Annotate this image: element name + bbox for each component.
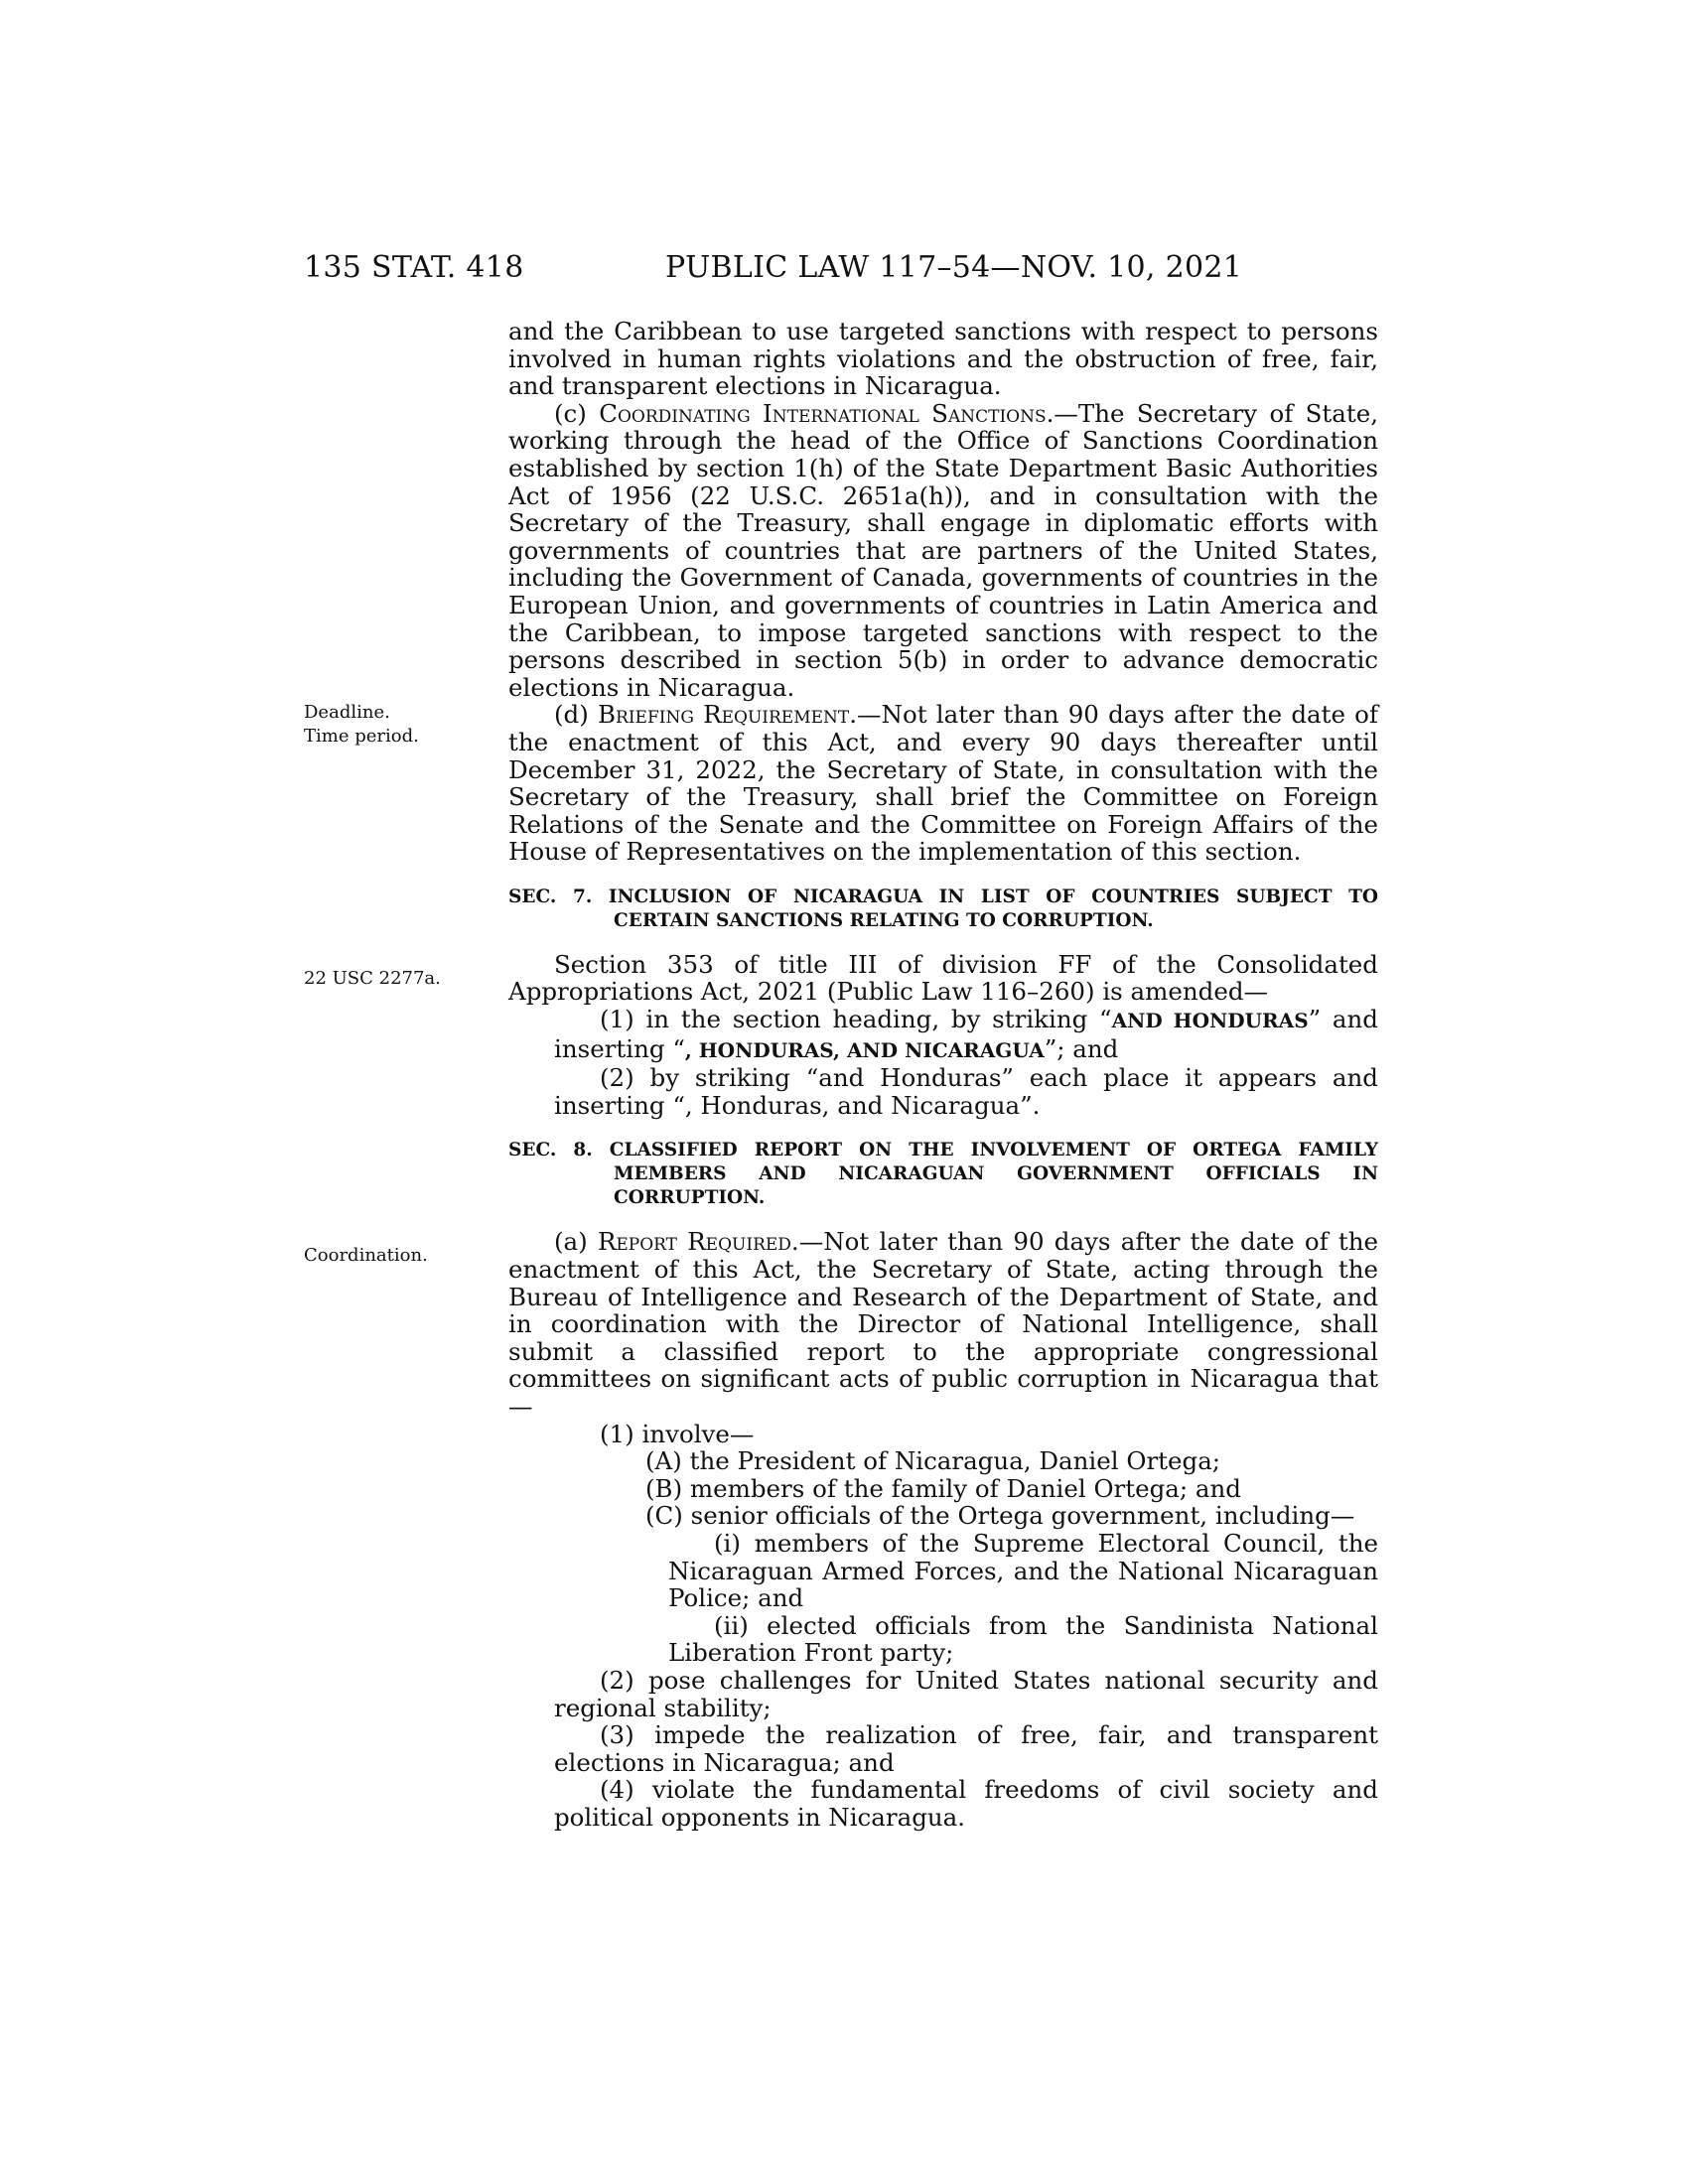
- page-stat-number: 135 STAT. 418: [304, 250, 524, 285]
- margin-note-usc: 22 USC 2277a.: [304, 968, 441, 989]
- clause-i: (i) members of the Supreme Electoral Council, the Nicaraguan Armed Forces, and the National Nicaraguan Police; and: [668, 1528, 1378, 1613]
- struck-heading-text: AND HONDURAS: [1111, 1009, 1309, 1033]
- subsection-d-label: (d): [554, 700, 599, 730]
- subsection-a-heading: Report Required: [597, 1227, 791, 1257]
- subsection-c: [508, 400, 1378, 702]
- carryover-paragraph: and the Caribbean to use targeted sanctions with respect to persons involved in human rights violations and the obstruction of free, fair, and transparent elections in Nicaragua.: [508, 317, 1378, 401]
- subsection-c-text: .—The Secretary of State, working through the head of the Office of Sanctions Coordination established by section 1(h) of the State Department Basic Authorities Act of 1956 (22 U.S.C. 2651a(h)), and in consultation with the Secretary of the Treasury, shall engage in diplomatic efforts with governments of countries that are partners of the United States, including the Government of Canada, governments of countries in the European Union, and governments of countries in Latin America and the Caribbean, to impose targeted sanctions with respect to the persons described in section 5(b) in order to advance democratic elections in Nicaragua.: [508, 398, 1378, 702]
- inserted-heading-text: , HONDURAS, AND NICARAGUA: [684, 1037, 1045, 1062]
- section-7-intro: Section 353 of title III of division FF of the Consolidated Appropriations Act, 2021 (Public Law 116–260) is amended—: [508, 949, 1378, 1007]
- running-header: PUBLIC LAW 117–54—NOV. 10, 2021: [665, 250, 1243, 285]
- page-body: [508, 318, 1378, 1832]
- subsection-a: [508, 1228, 1378, 1420]
- section-8-heading: SEC. 8. CLASSIFIED REPORT ON THE INVOLVEMENT OF ORTEGA FAMILY MEMBERS AND NICARAGUAN GOVERNMENT OFFICIALS IN CORRUPTION.: [508, 1140, 1378, 1209]
- section-7-item-1: [554, 1006, 1378, 1064]
- subsection-d: [508, 701, 1378, 866]
- item-text: ”; and: [1044, 1033, 1119, 1063]
- paragraph-1: (1) involve—: [600, 1419, 755, 1448]
- subsection-c-label: (c): [554, 398, 600, 428]
- margin-note-time-period: Time period.: [304, 726, 419, 747]
- paragraph-4: (4) violate the fundamental freedoms of civil society and political opponents in Nicaragua.: [554, 1775, 1378, 1832]
- section-7-heading: SEC. 7. INCLUSION OF NICARAGUA IN LIST OF COUNTRIES SUBJECT TO CERTAIN SANCTIONS RELATING TO CORRUPTION.: [508, 886, 1378, 931]
- subparagraph-c: (C) senior officials of the Ortega government, including—: [645, 1501, 1355, 1531]
- subsection-d-text: .—Not later than 90 days after the date of the enactment of this Act, and every 90 days thereafter until December 31, 2022, the Secretary of State, in consultation with the Secretary of the Treasury, shall brief the Committee on Foreign Relations of the Senate and the Committee on Foreign Affairs of the House of Representatives on the implementation of this section.: [508, 700, 1379, 867]
- item-text: ” and inserting “: [554, 1005, 1378, 1063]
- paragraph-2: (2) pose challenges for United States national security and regional stability;: [554, 1665, 1378, 1722]
- subsection-a-text: .—Not later than 90 days after the date of the enactment of this Act, the Secretary of State, acting through the Bureau of Intelligence and Research of the Department of State, and in coordination with the Director of National Intelligence, shall submit a classified report to the appropriate congressional committees on significant acts of public corruption in Nicaragua that—: [508, 1227, 1379, 1421]
- subsection-c-heading: Coordinating International Sanctions: [599, 398, 1047, 428]
- section-7-item-2: (2) by striking “and Honduras” each place it appears and inserting “, Honduras, and Nicaragua”.: [554, 1063, 1378, 1120]
- subsection-d-heading: Briefing Requirement: [598, 700, 850, 730]
- subparagraph-b: (B) members of the family of Daniel Ortega; and: [645, 1473, 1241, 1503]
- subparagraph-a: (A) the President of Nicaragua, Daniel Ortega;: [645, 1446, 1221, 1476]
- margin-note-coordination: Coordination.: [304, 1245, 428, 1266]
- margin-note-deadline: Deadline.: [304, 702, 390, 723]
- clause-ii: (ii) elected officials from the Sandinista National Liberation Front party;: [668, 1610, 1378, 1668]
- paragraph-3: (3) impede the realization of free, fair, and transparent elections in Nicaragua; and: [554, 1720, 1378, 1777]
- subsection-a-label: (a): [554, 1227, 598, 1257]
- item-text: (1) in the section heading, by striking “: [600, 1005, 1112, 1034]
